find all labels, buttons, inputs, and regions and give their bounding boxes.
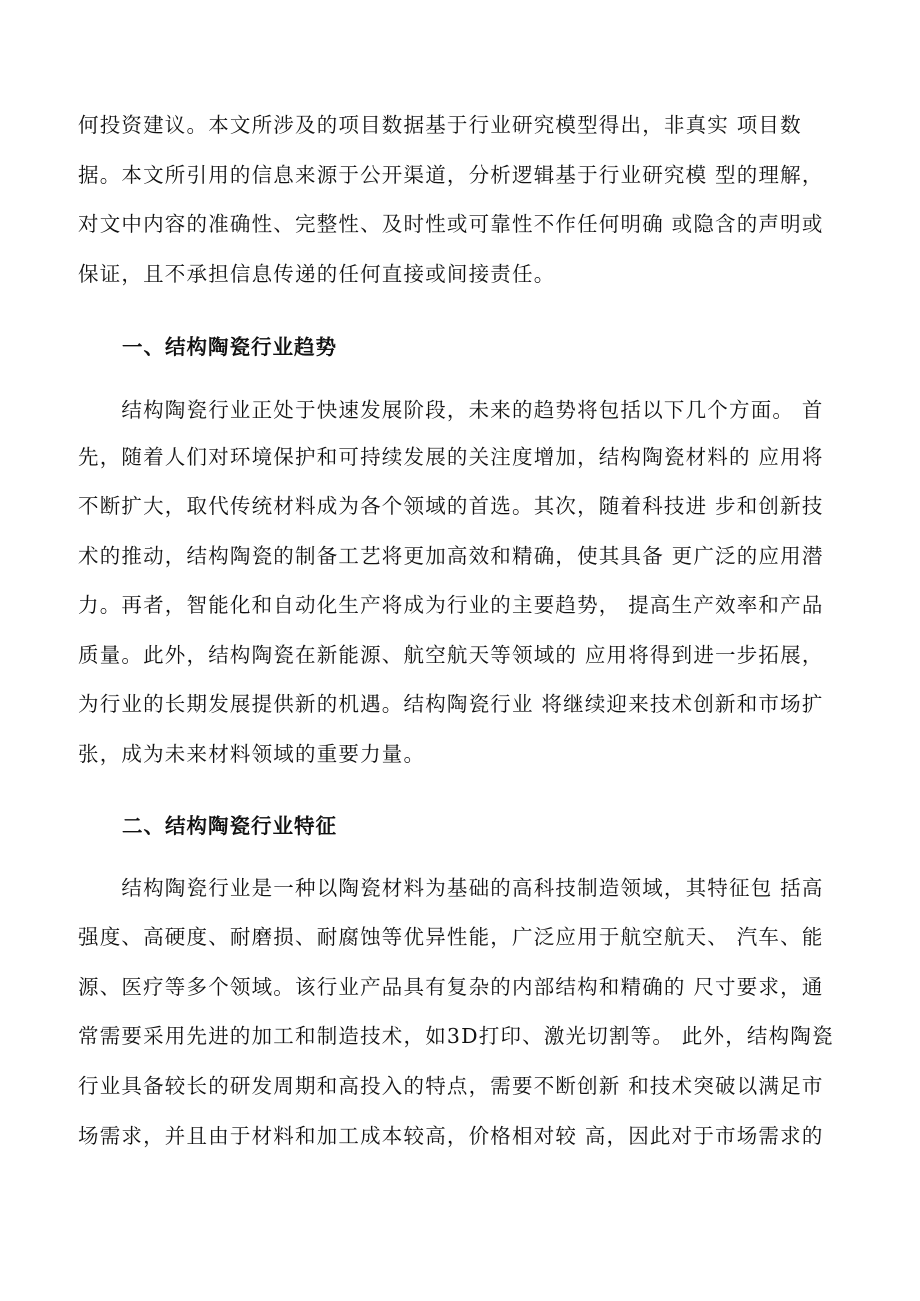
section1-line-7: 为行业的长期发展提供新的机遇。结构陶瓷行业 将继续迎来技术创新和市场扩 bbox=[78, 692, 824, 716]
section2-line-3: 源、医疗等多个领域。该行业产品具有复杂的内部结构和精确的 尺寸要求，通 bbox=[78, 975, 824, 999]
section-heading-trends: 一、结构陶瓷行业趋势 bbox=[122, 335, 337, 359]
section2-line-4: 常需要采用先进的加工和制造技术，如3D打印、激光切割等。 此外，结构陶瓷 bbox=[78, 1024, 834, 1048]
section2-line-1: 结构陶瓷行业是一种以陶瓷材料为基础的高科技制造领域，其特征包 括高 bbox=[78, 876, 824, 900]
section1-line-4: 术的推动，结构陶瓷的制备工艺将更加高效和精确，使其具备 更广泛的应用潜 bbox=[78, 544, 824, 568]
section1-line-1: 结构陶瓷行业正处于快速发展阶段，未来的趋势将包括以下几个方面。 首 bbox=[78, 398, 824, 422]
section2-line-6: 场需求，并且由于材料和加工成本较高，价格相对较 高，因此对于市场需求的 bbox=[78, 1124, 824, 1148]
section1-line-6: 质量。此外，结构陶瓷在新能源、航空航天等领域的 应用将得到进一步拓展， bbox=[78, 643, 824, 667]
section1-line-3: 不断扩大，取代传统材料成为各个领域的首选。其次，随着科技进 步和创新技 bbox=[78, 494, 824, 518]
section1-line-2: 先，随着人们对环境保护和可持续发展的关注度增加，结构陶瓷材料的 应用将 bbox=[78, 445, 824, 469]
section1-line-8: 张，成为未来材料领域的重要力量。 bbox=[78, 742, 426, 766]
section-heading-features: 二、结构陶瓷行业特征 bbox=[122, 814, 337, 838]
intro-line-1: 何投资建议。本文所涉及的项目数据基于行业研究模型得出，非真实 项目数 bbox=[78, 113, 802, 137]
section2-line-2: 强度、高硬度、耐磨损、耐腐蚀等优异性能，广泛应用于航空航天、 汽车、能 bbox=[78, 925, 824, 949]
section1-line-5: 力。再者，智能化和自动化生产将成为行业的主要趋势， 提高生产效率和产品 bbox=[78, 593, 824, 617]
intro-line-3: 对文中内容的准确性、完整性、及时性或可靠性不作任何明确 或隐含的声明或 bbox=[78, 212, 824, 236]
intro-line-2: 据。本文所引用的信息来源于公开渠道，分析逻辑基于行业研究模 型的理解， bbox=[78, 163, 824, 187]
intro-line-4: 保证，且不承担信息传递的任何直接或间接责任。 bbox=[78, 262, 556, 286]
section2-line-5: 行业具备较长的研发周期和高投入的特点，需要不断创新 和技术突破以满足市 bbox=[78, 1074, 824, 1098]
